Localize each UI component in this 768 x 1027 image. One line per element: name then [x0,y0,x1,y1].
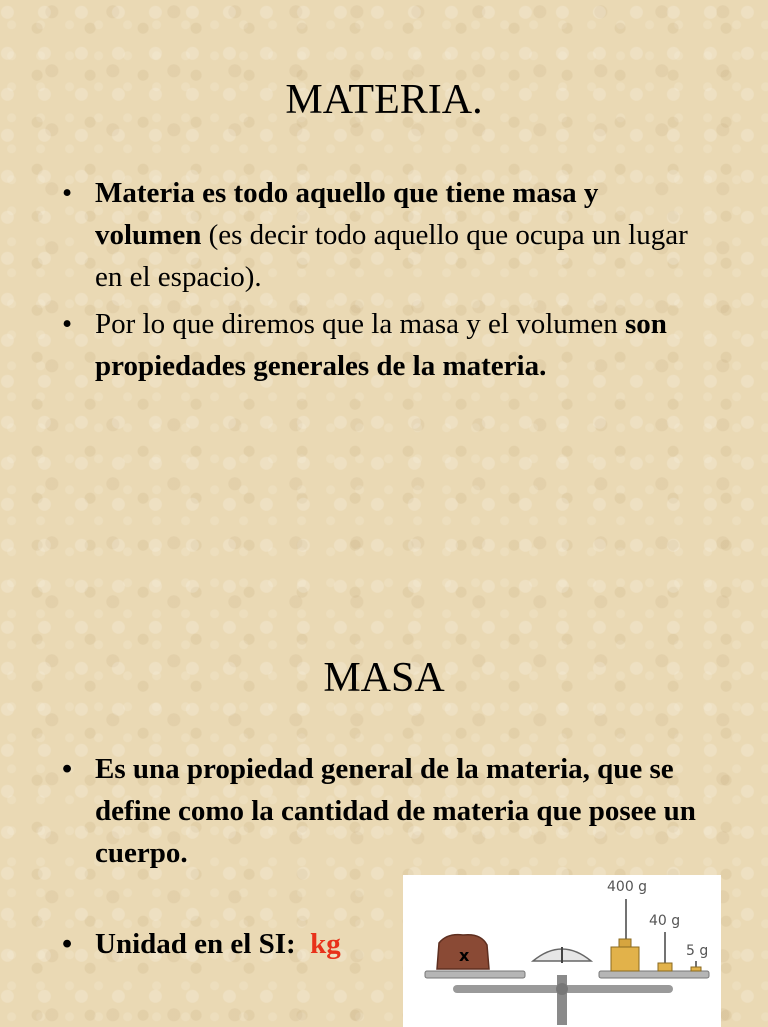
unit-bullet [62,923,341,965]
slide-title: MATERIA. [285,77,483,123]
bullet-icon: • [62,753,73,785]
unit-value: kg [310,928,341,960]
slide-masa [0,512,768,1024]
weight-label-40: 40 g [649,913,681,929]
weight-label-5: 5 g [686,943,709,959]
bullet-icon: • [62,308,73,340]
bullet-item [62,303,702,387]
bullet-bold-text: Materia es todo aquello que tiene masa y volumen [95,177,599,251]
unknown-mass-mark: x [459,946,470,965]
slide-materia [0,0,768,512]
weight-label-400: 400 g [607,879,648,895]
slide-title: MASA [323,655,445,701]
balance-illustration [403,875,721,1027]
bullet-text: (es decir todo aquello que ocupa un lugar en el espacio). [95,219,688,293]
bullet-item [62,748,702,874]
bullet-icon: • [62,177,73,209]
bullet-bold-text: son propiedades generales de la materia. [95,308,667,382]
bullet-list [62,172,702,392]
unit-label: Unidad en el SI: [95,928,296,960]
balance-scale-icon [403,875,721,1027]
bullet-text: Por lo que diremos que la masa y el volumen [95,308,625,340]
bullet-list [62,748,702,879]
bullet-text: Es una propiedad general de la materia, que se define como la cantidad de materia que posee un cuerpo. [95,753,696,869]
bullet-item [62,172,702,298]
bullet-icon: • [62,928,73,960]
